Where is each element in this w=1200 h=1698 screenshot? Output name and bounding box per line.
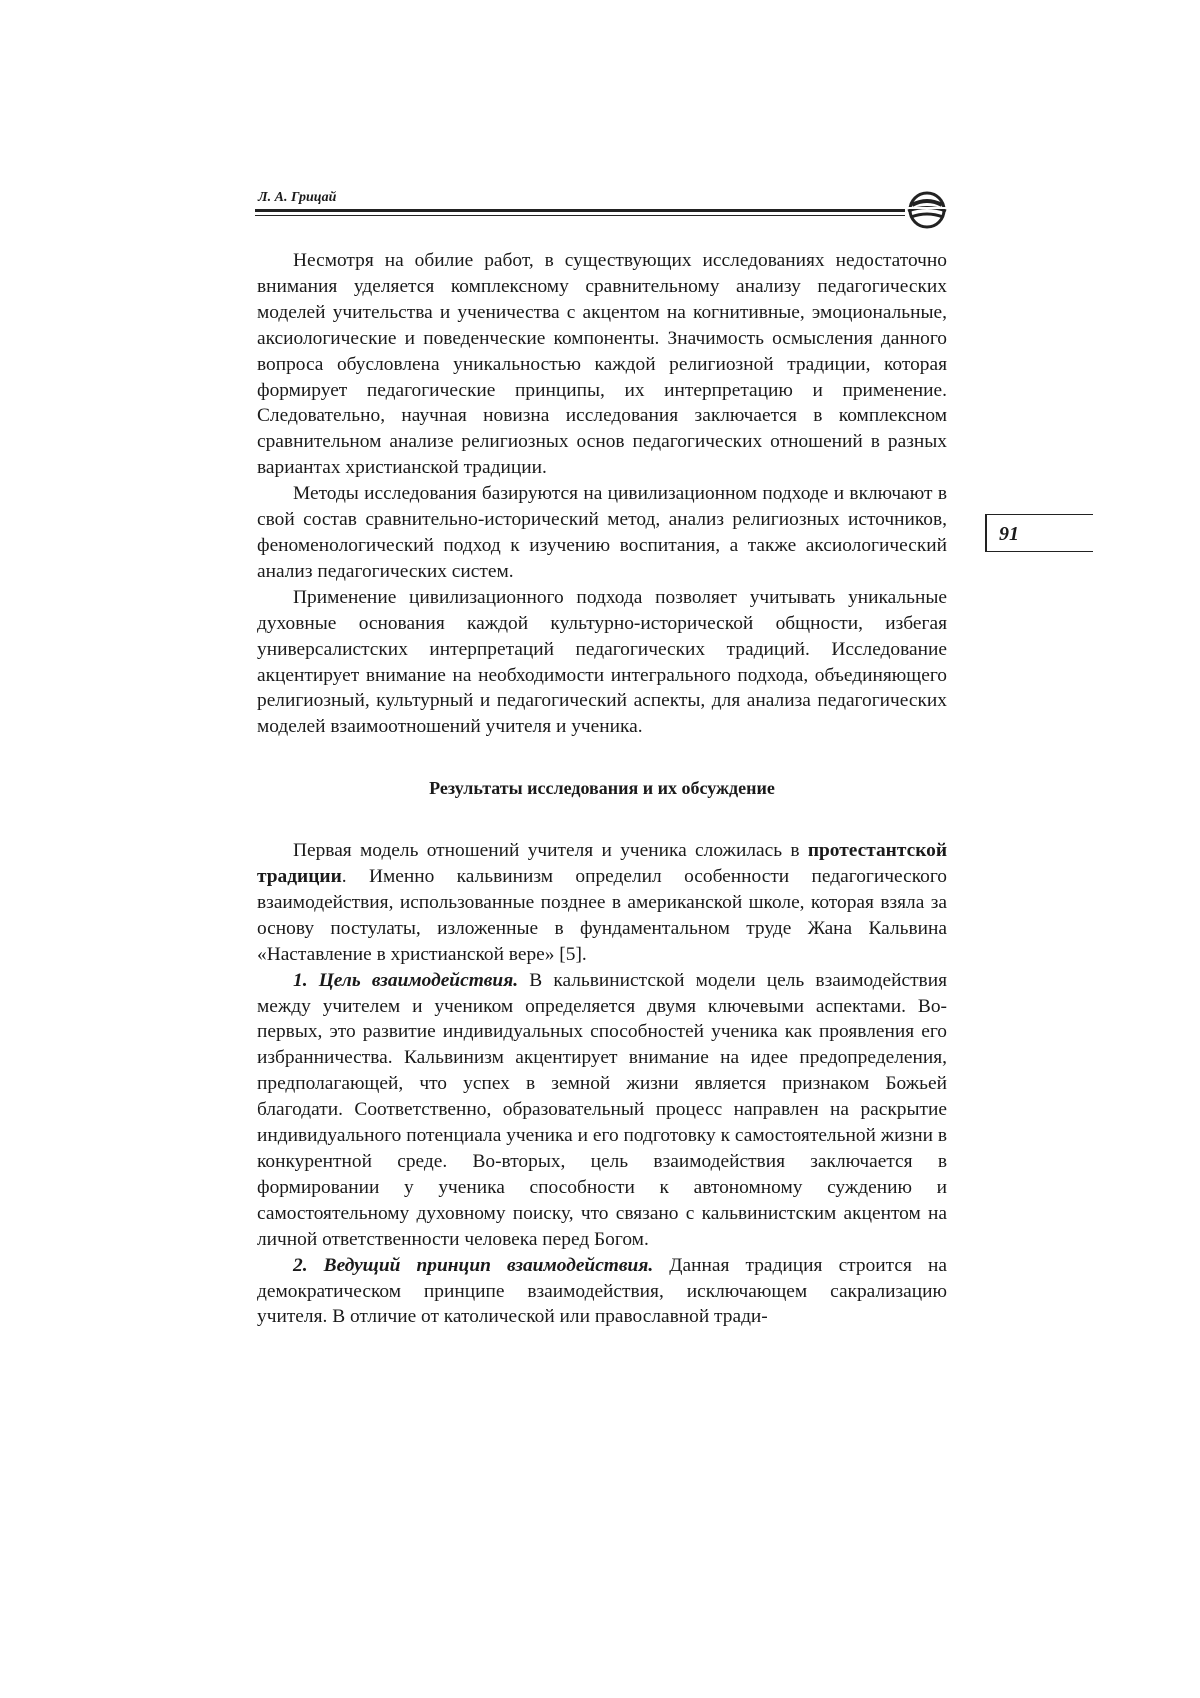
header-rule-thin [255,215,905,216]
emphasis-text: протестантской традиции [257,840,947,888]
paragraph-text: Данная традиция строится на демократическом принципе взаимодействия, исключающем сакрализацию учителя. В отличие от католической или православной тради- [257,1254,947,1328]
paragraph: Методы исследования базируются на цивилизационном подходе и включают в свой состав сравнительно-исторический метод, анализ религиозных источников, феноменологический подход к изучению воспитания, а также аксиологический анализ педагогических систем. [257,483,947,582]
paragraph [257,1253,947,1331]
running-header-author: Л. А. Грицай [258,190,337,205]
paragraph [257,838,947,968]
paragraph-text: . Именно кальвинизм определил особенности педагогического взаимодействия, использованные позднее в американской школе, которая взяла за основу постулаты, изложенные в фундаментальном труде Жана Кальвина «Наставление в христианской вере» [5]. [257,866,947,965]
subsection-lead: 2. Ведущий принцип взаимодействия. [293,1254,654,1276]
subsection-lead: 1. Цель взаимодействия. [293,969,519,991]
page-number-box [985,514,1093,552]
journal-logo-icon [902,190,952,230]
header-rule [255,209,905,212]
article-body [257,248,947,1330]
paragraph: Несмотря на обилие работ, в существующих исследованиях недостаточно внимания уделяется комплексному сравнительному анализу педагогических моделей учительства и ученичества с акцентом на когнитивные, эмоциональные, аксиологические и поведенческие компоненты. Значимость осмысления данного вопроса обусловлена уникальностью каждой религиозной традиции, которая формирует педагогические принципы, их интерпретацию и применение. Следовательно, научная новизна исследования заключается в комплексном сравнительном анализе религиозных основ педагогических отношений в разных вариантах христианской традиции. [257,250,947,479]
paragraph: Применение цивилизационного подхода позволяет учитывать уникальные духовные основания каждой культурно-исторической общности, избегая универсалистских интерпретаций педагогических традиций. Исследование акцентирует внимание на необходимости интегрального подхода, объединяющего религиозный, культурный и педагогический аспекты, для анализа педагогических моделей взаимоотношений учителя и ученика. [257,586,947,738]
section-heading: Результаты исследования и их обсуждение [429,778,775,799]
paragraph [257,968,947,1253]
paragraph-text: В кальвинистской модели цель взаимодействия между учителем и учеником определяется двумя ключевыми аспектами. Во-первых, это развитие индивидуальных способностей ученика как проявления его избранничества. Кальвинизм акцентирует внимание на идее предопределения, предполагающей, что успех в земной жизни является признаком Божьей благодати. Соответственно, образовательный процесс направлен на раскрытие индивидуального потенциала ученика и его подготовку к самостоятельной жизни в конкурентной среде. Во-вторых, цель взаимодействия заключается в формировании у ученика способности к автономному суждению и самостоятельному духовному поиску, что связано с кальвинистским акцентом на личной ответственности человека перед Богом. [257,969,947,1250]
paragraph-text: Первая модель отношений учителя и ученика сложилась в [293,840,808,862]
page-number: 91 [999,523,1019,545]
